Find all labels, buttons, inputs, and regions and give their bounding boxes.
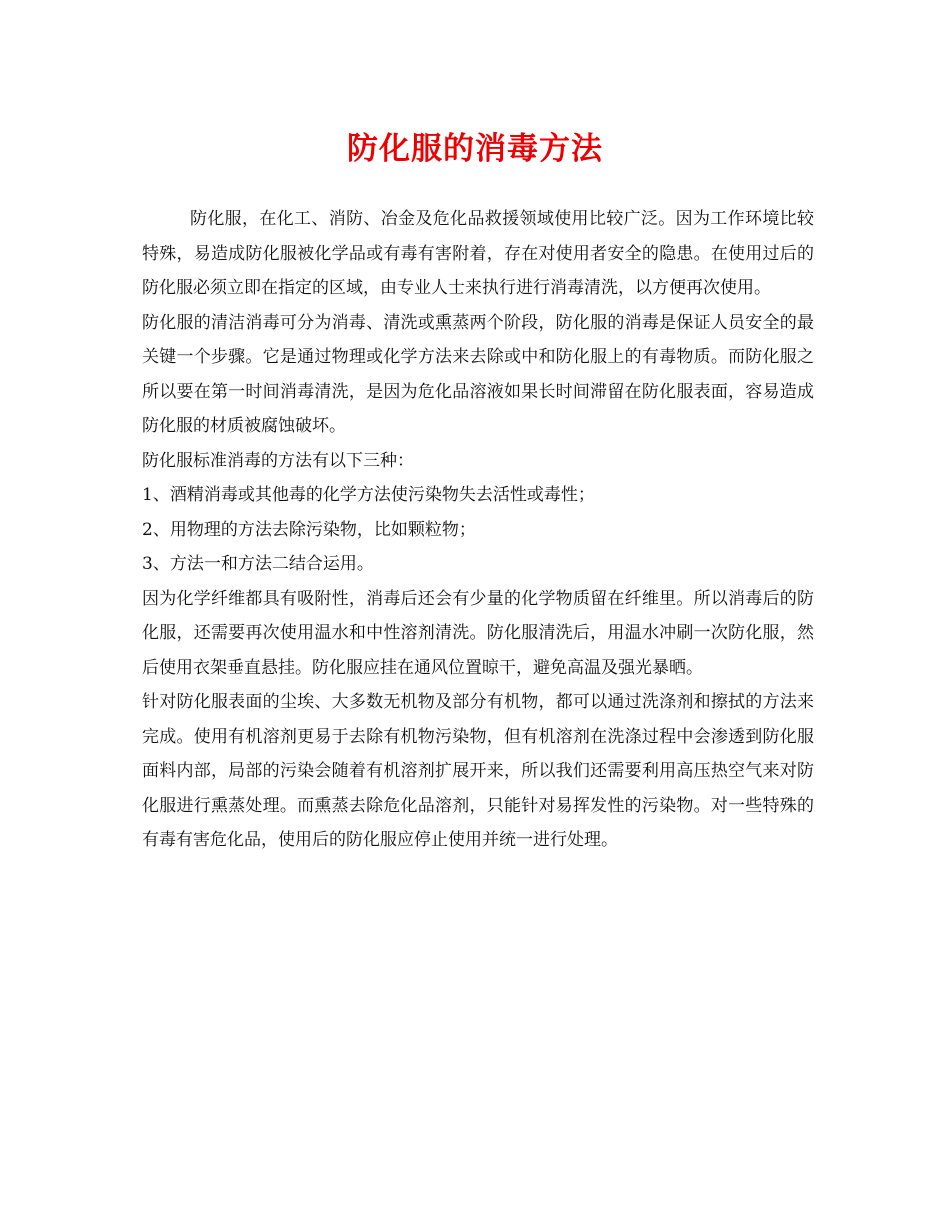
- list-item-method-3: 3、方法一和方法二结合运用。: [142, 554, 374, 574]
- paragraph-methods-heading: 防化服标准消毒的方法有以下三种：: [142, 450, 414, 471]
- list-item-method-1: 1、酒精消毒或其他毒的化学方法使污染物失去活性或毒性；: [142, 485, 595, 505]
- document-body: [142, 202, 814, 858]
- paragraph-cleaning-stages: 防化服的清洁消毒可分为消毒、清洗或熏蒸两个阶段，防化服的消毒是保证人员安全的最关键一个步骤。它是通过物理或化学方法来去除或中和防化服上的有毒物质。而防化服之所以要在第一时间消毒清洗，是因为危化品溶液如果长时间滞留在防化服表面，容易造成防化服的材质被腐蚀破坏。: [142, 312, 814, 436]
- page-title: 防化服的消毒方法: [347, 131, 603, 167]
- paragraph-fumigation: 针对防化服表面的尘埃、大多数无机物及部分有机物，都可以通过洗涤剂和擦拭的方法来完成。使用有机溶剂更易于去除有机物污染物，但有机溶剂在洗涤过程中会渗透到防化服面料内部，局部的污染会随着有机溶剂扩展开来，所以我们还需要利用高压热空气来对防化服进行熏蒸处理。而熏蒸去除危化品溶剂，只能针对易挥发性的污染物。对一些特殊的有毒有害危化品，使用后的防化服应停止使用并统一进行处理。: [142, 692, 814, 850]
- paragraph-intro: 防化服，在化工、消防、冶金及危化品救援领域使用比较广泛。因为工作环境比较特殊，易造成防化服被化学品或有毒有害附着，存在对使用者安全的隐患。在使用过后的防化服必须立即在指定的区域，由专业人士来执行进行消毒清洗，以方便再次使用。: [142, 209, 814, 298]
- paragraph-rinse-dry: 因为化学纤维都具有吸附性，消毒后还会有少量的化学物质留在纤维里。所以消毒后的防化服，还需要再次使用温水和中性溶剂清洗。防化服清洗后，用温水冲刷一次防化服，然后使用衣架垂直悬挂。防化服应挂在通风位置晾干，避免高温及强光暴晒。: [142, 588, 814, 678]
- list-item-method-2: 2、用物理的方法去除污染物，比如颗粒物；: [142, 519, 476, 540]
